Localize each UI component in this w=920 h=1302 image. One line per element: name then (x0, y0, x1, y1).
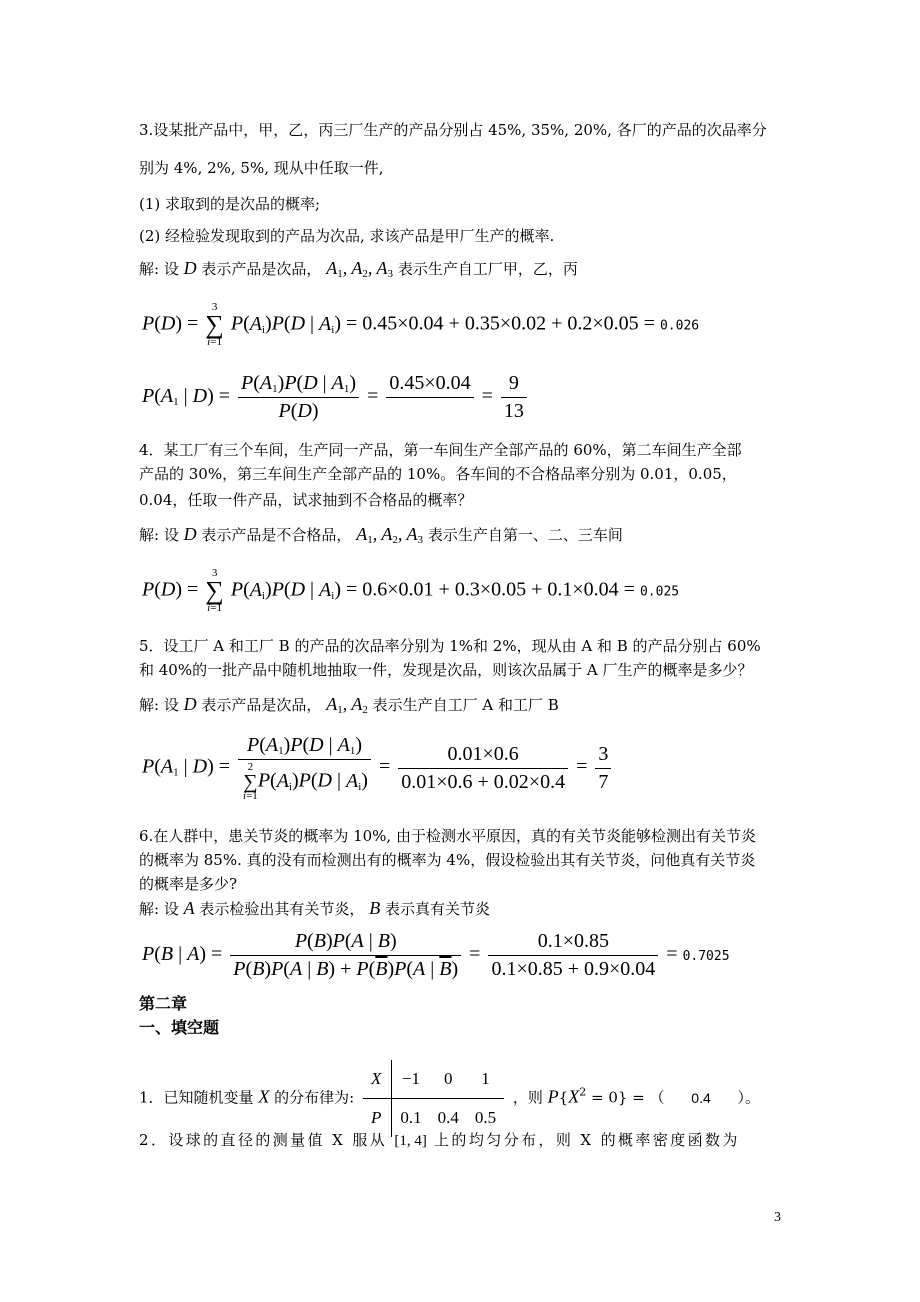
var-a-set: $A_1$, $A_2$ (326, 694, 368, 716)
eq1-rhs: = 0.45×0.04 + 0.35×0.02 + 0.2×0.05 = (346, 312, 655, 335)
q6-equation: P(B | A) = $\frac{P(B)P(A | B)}{P(B)P(A | B) + P(\overline{B})P(A | \overline{B})}$ = $\frac{0.1\times 0.85}{0.1\times 0.85 + 0.9\times 0.04}$ = 0.7025 (142, 930, 730, 980)
sol-suffix: 表示生产自工厂甲，乙，丙 (397, 260, 578, 278)
fill1-after: ，则 (512, 1088, 543, 1107)
dist-prob: 0.5 (474, 1108, 497, 1127)
q4-eq-rhs: = 0.6×0.01 + 0.3×0.05 + 0.1×0.04 = (346, 578, 635, 601)
page-number: 3 (774, 1210, 781, 1225)
eq2-result-den: 13 (503, 400, 524, 422)
fill1-prefix: 1．已知随机变量 (139, 1088, 254, 1107)
q3-sub-1: (1) 求取到的是次品的概率; (139, 195, 321, 213)
q6-solution (139, 898, 490, 919)
q6-eq-den: 0.1×0.85 + 0.9×0.04 (491, 958, 656, 980)
sol-prefix: 解: 设 (139, 260, 179, 278)
q6-line-3: 的概率是多少? (139, 875, 238, 893)
fill-question-1: 1．已知随机变量 X 的分布律为: X −1 0 1 P 0.1 0.4 0.5 ，则 $P\{X^2 = 0\}$ = （ 0.4 ）。 (139, 1060, 760, 1137)
q5-eq-den: 0.01×0.6 + 0.02×0.4 (401, 770, 566, 793)
sol-mid: 表示检验出其有关节炎， (199, 900, 365, 918)
q5-line-2: 和 40%的一批产品中随机地抽取一件，发现是次品，则该次品属于 A 厂生产的概率是多少？ (139, 661, 753, 679)
var-a: A (183, 898, 195, 918)
q6-line-2: 的概率为 85%. 真的没有而检测出有的概率为 4%，假设检验出其有关节炎，问他真有关节炎 (139, 851, 756, 869)
dist-prob: 0.4 (437, 1108, 459, 1127)
distribution-table (363, 1060, 504, 1137)
fill1-answer: 0.4 (691, 1089, 711, 1106)
dist-value: 1 (467, 1060, 504, 1099)
section-title: 一、填空题 (139, 1018, 220, 1037)
q3-equation-2: $P(A_1$ | D) = $\frac{P(A_1)P(D | A_1)}{P(D)}$ = 0.45×0.04 = $\frac{9}{13}$ (142, 372, 530, 423)
dist-header-x: X (363, 1060, 392, 1099)
eq1-result: 0.026 (659, 318, 700, 334)
q4-line-1: 4．某工厂有三个车间，生产同一产品，第一车间生产全部产品的 60%，第二车间生产全部 (139, 441, 742, 459)
q5-result-num: 3 (595, 743, 611, 769)
q5-eq-num: 0.01×0.6 (398, 743, 568, 769)
q5-solution (139, 694, 559, 720)
q3-sub-2: (2) 经检验发现取到的产品为次品, 求该产品是甲厂生产的概率. (139, 227, 555, 245)
q5-equation: $P(A_1$ | D) = $P(A_1)P(D$ | $A_1$) 2 ∑ i=1 $P(A_i)P(D$ | $A_i$) = $\frac{0.01\times 0.6}{0.01\times 0.6 + 0.02\times 0.4}$ = $\frac{3}{7}$ (142, 734, 614, 802)
q4-line-2: 产品的 30%，第三车间生产全部产品的 10%。各车间的不合格品率分别为 0.01，0.05， (139, 465, 737, 483)
q6-eq-num: 0.1×0.85 (488, 930, 658, 956)
eq2-result-num: 9 (501, 372, 527, 398)
sol-prefix: 解: 设 (139, 900, 179, 918)
sol-suffix: 表示生产自工厂 A 和工厂 B (372, 696, 559, 714)
eq2-num: 0.45×0.04 (386, 372, 473, 398)
fill1-mid: 的分布律为: (274, 1088, 355, 1107)
dist-value: 0 (430, 1060, 467, 1099)
var-b: B (369, 898, 381, 918)
var-d: D (183, 524, 197, 544)
q6-eq-result: 0.7025 (682, 949, 730, 965)
q4-eq-result: 0.025 (639, 584, 680, 600)
sol-mid: 表示产品是次品， (201, 260, 322, 278)
var-a-set: $A_1$, $A_2$, $A_3$ (356, 524, 424, 546)
q4-line-3: 0.04，任取一件产品，试求抽到不合格品的概率？ (139, 491, 473, 509)
fill2-text: 2．设球的直径的测量值 X 服从 (139, 1131, 388, 1149)
q6-line-1: 6.在人群中，患关节炎的概率为 10%, 由于检测水平原因，真的有关节炎能够检测出有关节炎 (139, 827, 756, 845)
fill1-close: ）。 (737, 1088, 761, 1107)
var-d: D (183, 694, 197, 714)
q3-solution (139, 258, 578, 284)
var-x: X (258, 1086, 270, 1107)
dist-header-p: P (363, 1099, 392, 1138)
fill-question-2 (139, 1130, 740, 1151)
q5-line-1: 5．设工厂 A 和工厂 B 的产品的次品率分别为 1%和 2%，现从由 A 和 B 的产品分别占 60% (139, 637, 761, 655)
var-a-set: $A_1$, $A_2$, $A_3$ (326, 258, 394, 280)
var-d: D (183, 258, 197, 278)
sol-mid: 表示产品是次品， (201, 696, 322, 714)
dist-value: −1 (392, 1060, 430, 1099)
chapter-title: 第二章 (139, 994, 188, 1013)
fill2-text-2: 上的均匀分布，则 X 的概率密度函数为 (434, 1131, 740, 1149)
sol-suffix: 表示真有关节炎 (384, 900, 490, 918)
sol-mid: 表示产品是不合格品， (201, 526, 352, 544)
fill2-interval: [1, 4] (394, 1133, 427, 1149)
q3-line-2: 别为 4%, 2%, 5%, 现从中任取一件, (139, 159, 384, 177)
q5-result-den: 7 (598, 770, 609, 793)
q3-equation-1: P(D) = 3 ∑ i=1 $P(A_i)P(D$ | $A_i) = 0.45\times 0.04 + 0.35\times 0.02 + 0.2\times 0.05 = 0.026$ (142, 301, 700, 348)
q3-line-1: 3.设某批产品中，甲，乙，丙三厂生产的产品分别占 45%, 35%, 20%, 各厂的产品的次品率分 (139, 121, 767, 139)
sol-suffix: 表示生产自第一、二、三车间 (427, 526, 623, 544)
q4-solution (139, 524, 623, 550)
q4-equation: P(D) = 3 ∑ i=1 $P(A_i)P(D$ | $A_i) = 0.6\times 0.01 + 0.3\times 0.05 + 0.1\times 0.04 = 0.025$ (142, 567, 680, 614)
sol-prefix: 解: 设 (139, 696, 179, 714)
dist-prob: 0.1 (400, 1108, 422, 1127)
sol-prefix: 解: 设 (139, 526, 179, 544)
